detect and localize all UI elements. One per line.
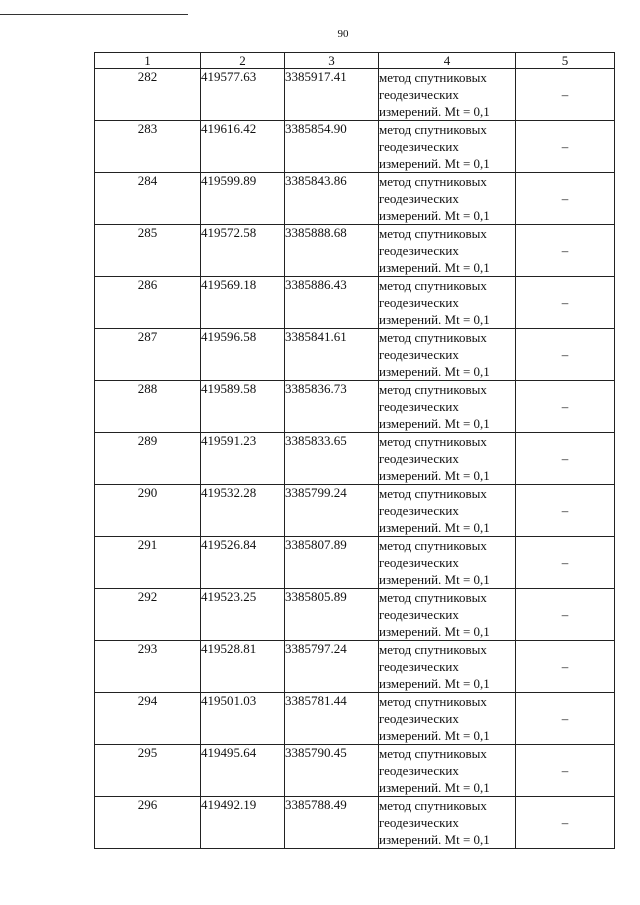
- coordinates-table: [94, 52, 615, 849]
- table-row: [95, 693, 615, 745]
- table-row: [95, 121, 615, 173]
- x-coordinate-cell: 419589.58: [201, 381, 285, 433]
- note-cell: –: [516, 537, 615, 589]
- table-row: [95, 329, 615, 381]
- note-cell: –: [516, 641, 615, 693]
- y-coordinate-cell: 3385854.90: [285, 121, 379, 173]
- method-cell: метод спутниковых геодезических измерений. Mt = 0,1: [379, 381, 516, 433]
- point-number-cell: 288: [95, 381, 201, 433]
- method-cell: метод спутниковых геодезических измерений. Mt = 0,1: [379, 589, 516, 641]
- y-coordinate-cell: 3385888.68: [285, 225, 379, 277]
- x-coordinate-cell: 419528.81: [201, 641, 285, 693]
- note-cell: –: [516, 745, 615, 797]
- table-row: [95, 537, 615, 589]
- point-number-cell: 282: [95, 69, 201, 121]
- note-cell: –: [516, 485, 615, 537]
- method-cell: метод спутниковых геодезических измерений. Mt = 0,1: [379, 485, 516, 537]
- point-number-cell: 286: [95, 277, 201, 329]
- x-coordinate-cell: 419495.64: [201, 745, 285, 797]
- table-row: [95, 797, 615, 849]
- note-cell: –: [516, 381, 615, 433]
- note-cell: –: [516, 433, 615, 485]
- x-coordinate-cell: 419492.19: [201, 797, 285, 849]
- table-row: [95, 485, 615, 537]
- point-number-cell: 290: [95, 485, 201, 537]
- table-row: [95, 589, 615, 641]
- y-coordinate-cell: 3385886.43: [285, 277, 379, 329]
- y-coordinate-cell: 3385833.65: [285, 433, 379, 485]
- y-coordinate-cell: 3385805.89: [285, 589, 379, 641]
- y-coordinate-cell: 3385841.61: [285, 329, 379, 381]
- table-row: [95, 641, 615, 693]
- x-coordinate-cell: 419591.23: [201, 433, 285, 485]
- table-row: [95, 433, 615, 485]
- note-cell: –: [516, 69, 615, 121]
- method-cell: метод спутниковых геодезических измерений. Mt = 0,1: [379, 693, 516, 745]
- x-coordinate-cell: 419596.58: [201, 329, 285, 381]
- method-cell: метод спутниковых геодезических измерений. Mt = 0,1: [379, 745, 516, 797]
- column-header-4: 4: [379, 53, 516, 69]
- point-number-cell: 295: [95, 745, 201, 797]
- method-cell: метод спутниковых геодезических измерений. Mt = 0,1: [379, 173, 516, 225]
- method-cell: метод спутниковых геодезических измерений. Mt = 0,1: [379, 329, 516, 381]
- table-header-row: [95, 53, 615, 69]
- y-coordinate-cell: 3385781.44: [285, 693, 379, 745]
- y-coordinate-cell: 3385917.41: [285, 69, 379, 121]
- x-coordinate-cell: 419569.18: [201, 277, 285, 329]
- column-header-2: 2: [201, 53, 285, 69]
- point-number-cell: 296: [95, 797, 201, 849]
- point-number-cell: 284: [95, 173, 201, 225]
- note-cell: –: [516, 797, 615, 849]
- method-cell: метод спутниковых геодезических измерений. Mt = 0,1: [379, 225, 516, 277]
- y-coordinate-cell: 3385790.45: [285, 745, 379, 797]
- x-coordinate-cell: 419572.58: [201, 225, 285, 277]
- page-number: 90: [337, 28, 349, 40]
- point-number-cell: 291: [95, 537, 201, 589]
- note-cell: –: [516, 277, 615, 329]
- y-coordinate-cell: 3385799.24: [285, 485, 379, 537]
- y-coordinate-cell: 3385836.73: [285, 381, 379, 433]
- x-coordinate-cell: 419616.42: [201, 121, 285, 173]
- table-row: [95, 225, 615, 277]
- x-coordinate-cell: 419599.89: [201, 173, 285, 225]
- point-number-cell: 283: [95, 121, 201, 173]
- method-cell: метод спутниковых геодезических измерений. Mt = 0,1: [379, 121, 516, 173]
- x-coordinate-cell: 419523.25: [201, 589, 285, 641]
- table-row: [95, 69, 615, 121]
- point-number-cell: 287: [95, 329, 201, 381]
- y-coordinate-cell: 3385797.24: [285, 641, 379, 693]
- x-coordinate-cell: 419577.63: [201, 69, 285, 121]
- x-coordinate-cell: 419532.28: [201, 485, 285, 537]
- table-row: [95, 381, 615, 433]
- column-header-1: 1: [95, 53, 201, 69]
- top-rule-line: [0, 14, 188, 15]
- point-number-cell: 293: [95, 641, 201, 693]
- table-row: [95, 745, 615, 797]
- method-cell: метод спутниковых геодезических измерений. Mt = 0,1: [379, 433, 516, 485]
- point-number-cell: 292: [95, 589, 201, 641]
- note-cell: –: [516, 173, 615, 225]
- y-coordinate-cell: 3385788.49: [285, 797, 379, 849]
- point-number-cell: 294: [95, 693, 201, 745]
- method-cell: метод спутниковых геодезических измерений. Mt = 0,1: [379, 797, 516, 849]
- point-number-cell: 289: [95, 433, 201, 485]
- table-row: [95, 277, 615, 329]
- y-coordinate-cell: 3385843.86: [285, 173, 379, 225]
- table-row: [95, 173, 615, 225]
- note-cell: –: [516, 693, 615, 745]
- note-cell: –: [516, 589, 615, 641]
- column-header-5: 5: [516, 53, 615, 69]
- note-cell: –: [516, 121, 615, 173]
- method-cell: метод спутниковых геодезических измерений. Mt = 0,1: [379, 277, 516, 329]
- x-coordinate-cell: 419526.84: [201, 537, 285, 589]
- method-cell: метод спутниковых геодезических измерений. Mt = 0,1: [379, 641, 516, 693]
- x-coordinate-cell: 419501.03: [201, 693, 285, 745]
- note-cell: –: [516, 225, 615, 277]
- y-coordinate-cell: 3385807.89: [285, 537, 379, 589]
- method-cell: метод спутниковых геодезических измерений. Mt = 0,1: [379, 537, 516, 589]
- method-cell: метод спутниковых геодезических измерений. Mt = 0,1: [379, 69, 516, 121]
- point-number-cell: 285: [95, 225, 201, 277]
- note-cell: –: [516, 329, 615, 381]
- column-header-3: 3: [285, 53, 379, 69]
